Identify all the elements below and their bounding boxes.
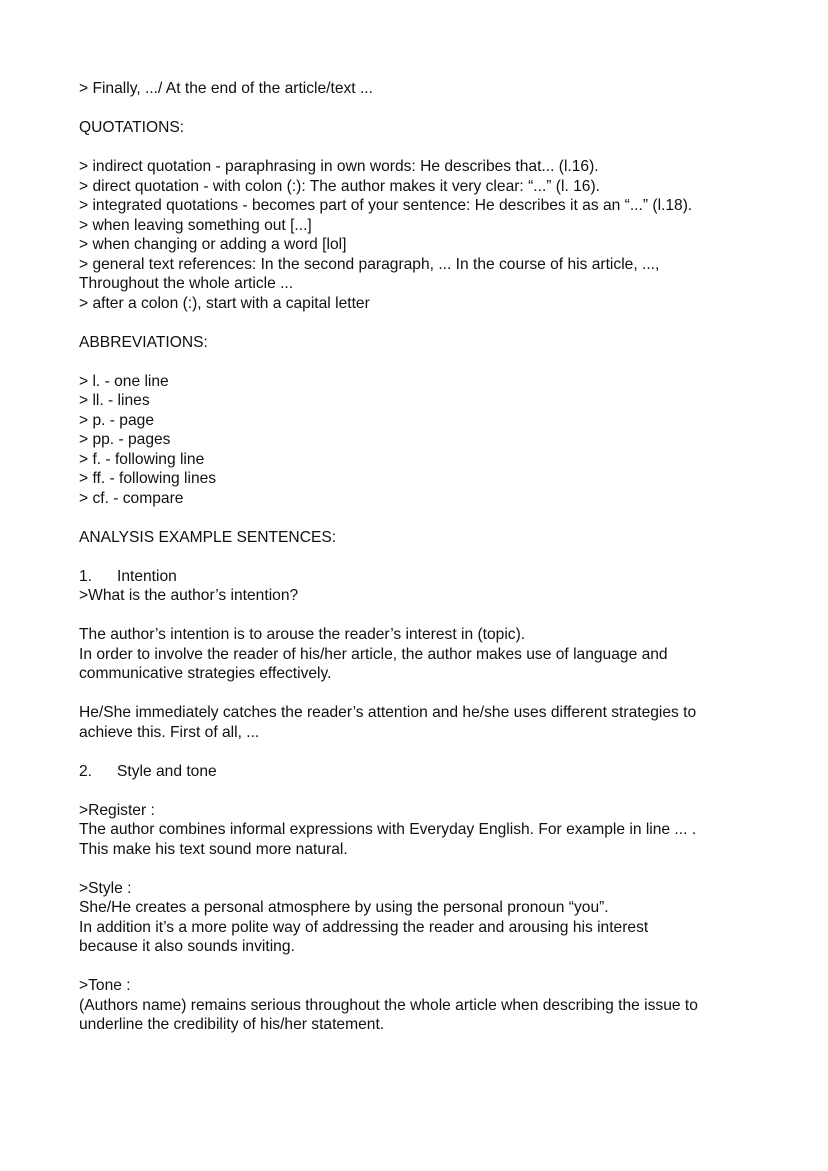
list-item: > ll. - lines	[79, 392, 150, 409]
list-item: > general text references: In the second paragraph, ... In the course of his article, ...,	[79, 255, 660, 273]
document-page	[79, 79, 759, 1035]
list-item: > direct quotation - with colon (:): The author makes it very clear: “...” (l. 16).	[79, 177, 601, 195]
list-item: > integrated quotations - becomes part of your sentence: He describes it as an “...” (l.18).	[79, 197, 693, 214]
list-item: > cf. - compare	[79, 489, 184, 507]
section-number: 1.	[79, 567, 93, 585]
list-item: > f. - following line	[79, 450, 205, 468]
list-item: > indirect quotation - paraphrasing in own words: He describes that... (l.16).	[79, 158, 599, 175]
section-title: Style and tone	[117, 762, 217, 780]
paragraph-line: The author combines informal expressions with Everyday English. For example in line ... .	[79, 821, 697, 838]
section-title: Intention	[117, 567, 177, 585]
paragraph-line: achieve this. First of all, ...	[79, 723, 260, 741]
paragraph-line: In order to involve the reader of his/her article, the author makes use of language and	[79, 645, 668, 663]
paragraph-line: The author’s intention is to arouse the reader’s interest in (topic).	[79, 626, 526, 643]
intention-paragraph-2	[79, 703, 759, 742]
list-item: > after a colon (:), start with a capital letter	[79, 294, 370, 312]
quotations-list	[79, 157, 759, 313]
list-item: > when leaving something out [...]	[79, 216, 312, 234]
style-paragraph	[79, 898, 759, 957]
paragraph-line: communicative strategies effectively.	[79, 665, 332, 682]
tone-label: >Tone :	[79, 977, 131, 994]
list-item: > l. - one line	[79, 372, 169, 390]
list-item: > p. - page	[79, 411, 154, 429]
list-item: Throughout the whole article ...	[79, 275, 294, 292]
paragraph-line: She/He creates a personal atmosphere by using the personal pronoun “you”.	[79, 899, 609, 916]
register-paragraph	[79, 820, 759, 859]
list-item: > when changing or adding a word [lol]	[79, 236, 347, 253]
paragraph-line: because it also sounds inviting.	[79, 938, 295, 955]
section-number: 2.	[79, 762, 93, 780]
list-item: > ff. - following lines	[79, 470, 217, 487]
list-item: > pp. - pages	[79, 431, 171, 448]
intention-question: >What is the author’s intention?	[79, 587, 299, 604]
style-label: >Style :	[79, 879, 132, 897]
paragraph-line: In addition it’s a more polite way of addressing the reader and arousing his interest	[79, 918, 649, 936]
quotations-heading: QUOTATIONS:	[79, 119, 185, 136]
intention-paragraph-1	[79, 625, 759, 684]
paragraph-line: (Authors name) remains serious throughout the whole article when describing the issue to	[79, 996, 698, 1014]
register-label: >Register :	[79, 801, 155, 819]
abbreviations-list	[79, 372, 759, 509]
paragraph-line: This make his text sound more natural.	[79, 840, 348, 858]
paragraph-line: He/She immediately catches the reader’s attention and he/she uses different strategies to	[79, 704, 697, 721]
abbreviations-heading: ABBREVIATIONS:	[79, 333, 208, 351]
finally-line: > Finally, .../ At the end of the article/text ...	[79, 80, 373, 97]
tone-paragraph	[79, 996, 759, 1035]
style-tone-heading	[79, 762, 759, 782]
analysis-heading: ANALYSIS EXAMPLE SENTENCES:	[79, 528, 337, 546]
intention-heading	[79, 567, 759, 587]
paragraph-line: underline the credibility of his/her statement.	[79, 1016, 385, 1033]
